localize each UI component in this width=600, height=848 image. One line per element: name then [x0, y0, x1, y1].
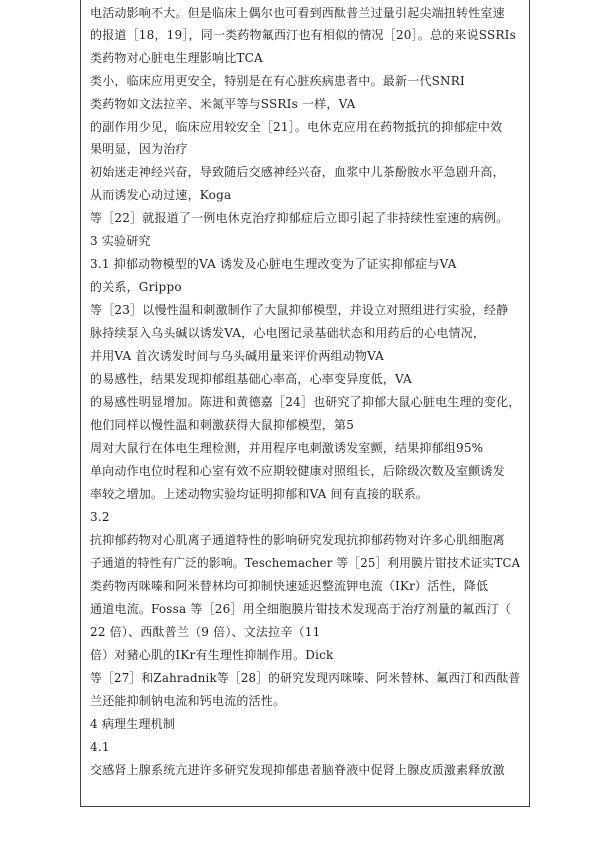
- text-line: 子通道的特性有广泛的影响。Teschemacher 等［25］利用膜片钳技术证实TCA: [90, 556, 521, 570]
- text-line: 倍）对豬心肌的IKr有生理性抑制作用。Dick: [90, 648, 334, 662]
- text-line: 的易感性明显增加。陈进和黄德嘉［24］也研究了抑郁大鼠心脏电生理的变化，: [90, 395, 521, 409]
- section-heading: 4 病理生理机制: [90, 717, 176, 731]
- text-line: 他们同样以慢性温和刺激获得大鼠抑郁模型，第5: [90, 418, 355, 432]
- text-line: 抗抑郁药物对心肌离子通道特性的影响研究发现抗抑郁药物对许多心肌细胞离: [90, 533, 505, 547]
- text-line: 并用VA 首次诱发时间与乌头碱用量来评价两组动物VA: [90, 349, 385, 363]
- text-line: 通道电流。Fossa 等［26］用全细胞膜片钳技术发现高于治疗剂量的氟西汀（: [90, 602, 512, 616]
- text-line: 的副作用少见，临床应用较安全［21］。电休克应用在药物抵抗的抑郁症中效: [90, 120, 503, 134]
- text-line: 类药物对心脏电生理影响比TCA: [90, 51, 263, 65]
- section-heading: 3 实验研究: [90, 234, 151, 248]
- text-line: 等［27］和Zahradnik等［28］的研究发现丙咪嗪、阿米替林、氟西汀和西酞普: [90, 671, 521, 685]
- text-line: 的报道［18，19］，同一类药物氟西汀也有相似的情况［20］。总的来说SSRIs: [90, 28, 516, 42]
- text-line: 类药物丙咪嗪和阿米替林均可抑制快速延迟整流钾电流（IKr）活性，降低: [90, 579, 489, 593]
- text-line: 初始迷走神经兴奋，导致随后交感神经兴奋，血浆中儿茶酚胺水平急剧升高，: [90, 165, 505, 179]
- subsection-heading: 4.1: [90, 740, 110, 754]
- text-line: 单向动作电位时程和心室有效不应期较健康对照组长，后除级次数及室颤诱发: [90, 464, 505, 478]
- text-line: 等［22］就报道了一例电休克治疗抑郁症后立即引起了非持续性室速的病例。: [90, 211, 509, 225]
- text-line: 兰还能抑制钠电流和钙电流的活性。: [90, 694, 286, 708]
- text-line: 22 倍）、西酞普兰（9 倍）、文法拉辛（11: [90, 625, 321, 639]
- text-line: 脉持续泵入乌头碱以诱发VA，心电图记录基础状态和用药后的心电情况，: [90, 326, 486, 340]
- subsection-heading: 3.1 抑郁动物模型的VA 诱发及心脏电生理改变为了证实抑郁症与VA: [90, 257, 457, 271]
- text-line: 类药物如文法拉辛、米氮平等与SSRIs 一样，VA: [90, 97, 356, 111]
- text-line: 的关系，Grippo: [90, 280, 182, 294]
- text-line: 的易感性，结果发现抑郁组基础心率高，心率变异度低，VA: [90, 372, 412, 386]
- text-line: 等［23］以慢性温和刺激制作了大鼠抑郁模型，并设立对照组进行实验，经静: [90, 303, 509, 317]
- text-line: 周对大鼠行在体电生理检测，并用程序电刺激诱发室颤，结果抑郁组95%: [90, 441, 484, 455]
- text-line: 果明显，因为治疗: [90, 142, 188, 156]
- text-line: 类小，临床应用更安全，特别是在有心脏疾病患者中。最新一代SNRI: [90, 74, 465, 88]
- text-line: 电活动影响不大。但是临床上偶尔也可看到西酞普兰过量引起尖端扭转性室速: [90, 6, 505, 20]
- subsection-heading: 3.2: [90, 510, 110, 524]
- text-line: 率较之增加。上述动物实验均证明抑郁和VA 间有直接的联系。: [90, 487, 429, 501]
- text-line: 交感肾上腺系统亢进许多研究发现抑郁患者脑脊液中促肾上腺皮质激素释放激: [90, 763, 505, 777]
- text-line: 从而诱发心动过速，Koga: [90, 188, 232, 202]
